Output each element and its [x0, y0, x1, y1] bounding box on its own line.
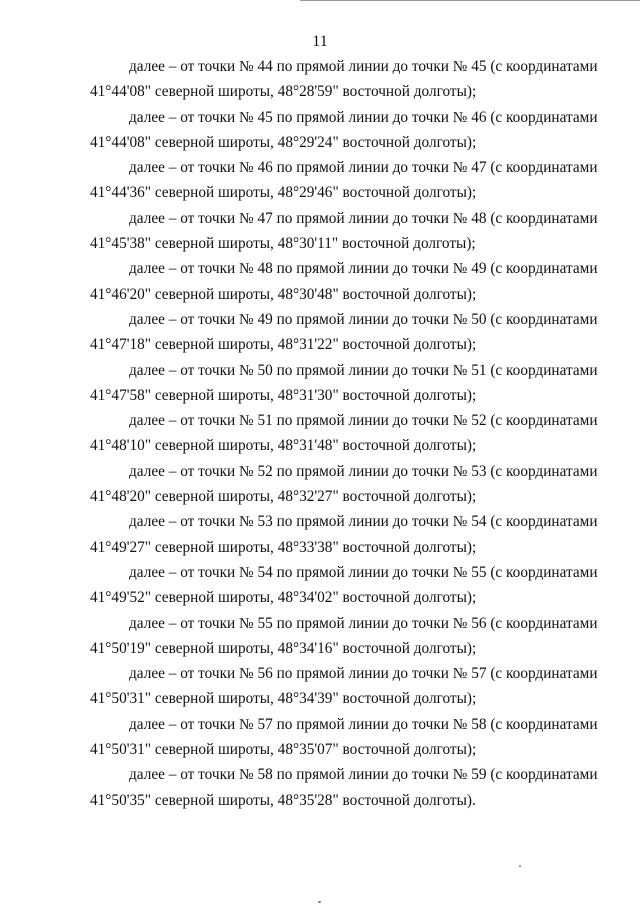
boundary-segment-paragraph [90, 307, 598, 358]
boundary-segment-paragraph [90, 206, 598, 257]
segment-description-line: далее – от точки № 53 по прямой линии до точки № 54 (с координатами [129, 513, 598, 531]
segment-description-line: далее – от точки № 50 по прямой линии до точки № 51 (с координатами [129, 361, 598, 379]
segment-coordinates-line: 41°44'08" северной широты, 48°29'24" восточной долготы); [90, 133, 477, 151]
segment-description-line: далее – от точки № 49 по прямой линии до точки № 50 (с координатами [129, 310, 598, 328]
boundary-segment-paragraph [90, 509, 598, 560]
segment-description-line: далее – от точки № 46 по прямой линии до точки № 47 (с координатами [129, 159, 598, 177]
boundary-segment-paragraph [90, 560, 598, 611]
segment-coordinates-line: 41°50'35" северной широты, 48°35'28" восточной долготы). [90, 791, 476, 809]
segment-coordinates-line: 41°49'52" северной широты, 48°34'02" восточной долготы); [90, 589, 477, 607]
boundary-segment-paragraph [90, 155, 598, 206]
segment-coordinates-line: 41°50'31" северной широты, 48°35'07" восточной долготы); [90, 741, 477, 759]
boundary-segment-paragraph [90, 408, 598, 459]
boundary-segment-paragraph [90, 459, 598, 510]
segment-coordinates-line: 41°48'10" северной широты, 48°31'48" восточной долготы); [90, 437, 477, 455]
segment-coordinates-line: 41°49'27" северной широты, 48°33'38" восточной долготы); [90, 538, 477, 556]
segment-coordinates-line: 41°45'38" северной широты, 48°30'11" восточной долготы); [90, 235, 476, 253]
segment-description-line: далее – от точки № 52 по прямой линии до точки № 53 (с координатами [129, 462, 598, 480]
segment-description-line: далее – от точки № 54 по прямой линии до точки № 55 (с координатами [129, 563, 598, 581]
segment-description-line: далее – от точки № 48 по прямой линии до точки № 49 (с координатами [129, 260, 598, 278]
segment-description-line: далее – от точки № 44 по прямой линии до точки № 45 (с координатами [129, 58, 598, 75]
segment-description-line: далее – от точки № 56 по прямой линии до точки № 57 (с координатами [129, 665, 598, 683]
segment-coordinates-line: 41°50'19" северной широты, 48°34'16" восточной долготы); [90, 639, 477, 657]
segment-description-line: далее – от точки № 58 по прямой линии до точки № 59 (с координатами [129, 766, 598, 784]
boundary-segment-paragraph [90, 762, 598, 813]
top-edge-line [300, 0, 640, 1]
boundary-segment-paragraph [90, 54, 598, 105]
segment-coordinates-line: 41°44'36" северной широты, 48°29'46" восточной долготы); [90, 184, 477, 202]
coordinate-description-text [90, 54, 598, 813]
segment-description-line: далее – от точки № 47 по прямой линии до точки № 48 (с координатами [129, 209, 598, 227]
scan-speck [519, 865, 521, 867]
page-number: 11 [312, 33, 328, 50]
segment-description-line: далее – от точки № 45 по прямой линии до точки № 46 (с координатами [129, 108, 598, 126]
scan-speck [318, 901, 321, 903]
segment-description-line: далее – от точки № 55 по прямой линии до точки № 56 (с координатами [129, 614, 598, 632]
segment-description-line: далее – от точки № 57 по прямой линии до точки № 58 (с координатами [129, 715, 598, 733]
boundary-segment-paragraph [90, 712, 598, 763]
segment-coordinates-line: 41°50'31" северной широты, 48°34'39" восточной долготы); [90, 690, 477, 708]
segment-coordinates-line: 41°48'20" северной широты, 48°32'27" восточной долготы); [90, 488, 477, 506]
boundary-segment-paragraph [90, 105, 598, 156]
boundary-segment-paragraph [90, 256, 598, 307]
segment-description-line: далее – от точки № 51 по прямой линии до точки № 52 (с координатами [129, 412, 598, 430]
segment-coordinates-line: 41°44'08" северной широты, 48°28'59" восточной долготы); [90, 83, 477, 101]
boundary-segment-paragraph [90, 661, 598, 712]
boundary-segment-paragraph [90, 611, 598, 662]
boundary-segment-paragraph [90, 358, 598, 409]
segment-coordinates-line: 41°47'58" северной широты, 48°31'30" восточной долготы); [90, 386, 477, 404]
segment-coordinates-line: 41°46'20" северной широты, 48°30'48" восточной долготы); [90, 285, 477, 303]
segment-coordinates-line: 41°47'18" северной широты, 48°31'22" восточной долготы); [90, 336, 477, 354]
